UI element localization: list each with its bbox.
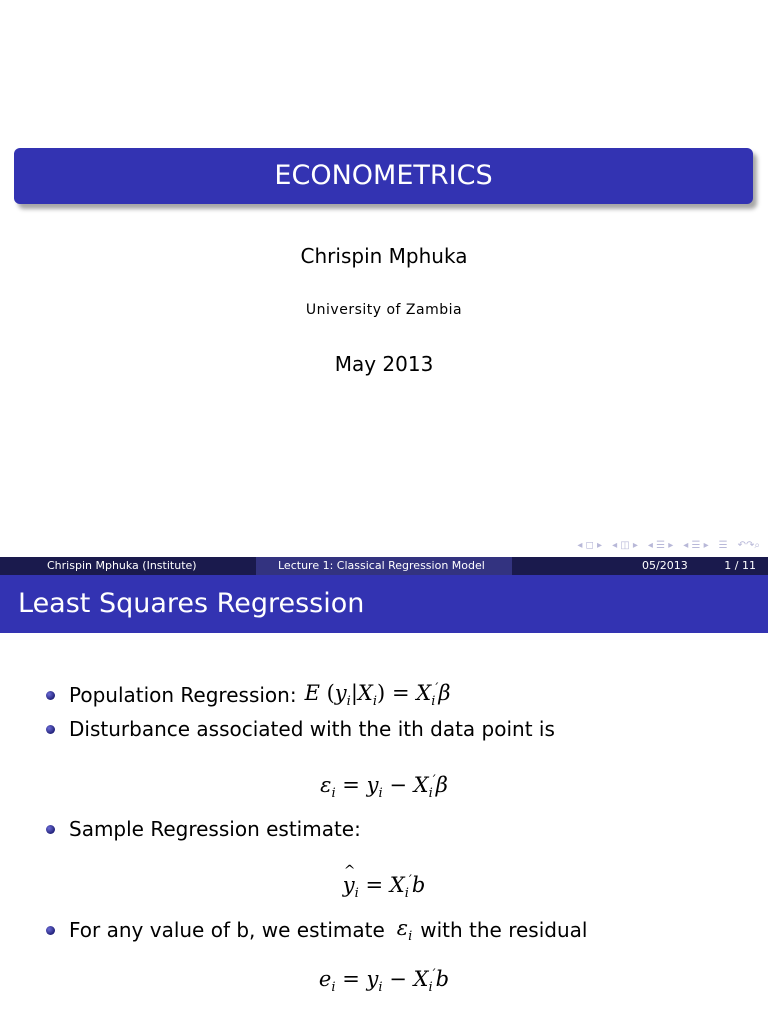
presentation-date: May 2013 (334, 352, 434, 376)
nav-frame-icon[interactable]: ◂ ◻ ▸ (577, 539, 603, 551)
footline-lecture: Lecture 1: Classical Regression Model (256, 557, 512, 575)
bullet-icon (46, 825, 55, 834)
footline (0, 557, 768, 575)
nav-search-icon[interactable]: ↶↷⌕ (737, 539, 760, 551)
nav-document-icon[interactable]: ◂ ☰ ▸ (683, 539, 709, 551)
population-regression-formula: E $(y_i|X_i) = X_i'\beta$ (304, 681, 451, 710)
nav-subsection-icon[interactable]: ◂ ◫ ▸ (612, 539, 638, 551)
bullet-text: Sample Regression estimate: (69, 817, 361, 841)
sample-regression-equation: ^ $y_i = X_i'b$ (0, 873, 768, 901)
list-item (46, 681, 450, 709)
bullet-icon (46, 926, 55, 935)
list-item (46, 817, 361, 841)
list-item (46, 916, 587, 944)
epsilon-symbol: $\varepsilon_i$ (396, 916, 413, 945)
list-item (46, 717, 555, 741)
footline-author: Chrispin Mphuka (Institute) (0, 557, 256, 575)
disturbance-equation: $\varepsilon_i = y_i - X_i'\beta$ (320, 773, 448, 802)
residual-equation: $e_i = y_i - X_i'b$ (318, 967, 450, 996)
footline-right (512, 557, 768, 575)
footline-date: 05/2013 (642, 559, 688, 572)
nav-align-icon[interactable]: ☰ (718, 539, 728, 551)
bullet-text-continued: with the residual (420, 918, 588, 943)
content-slide (0, 557, 768, 1024)
beamer-navigation (577, 538, 760, 552)
bullet-icon (46, 691, 55, 700)
nav-section-icon[interactable]: ◂ ☰ ▸ (647, 539, 674, 551)
bullet-text: Disturbance associated with the ith data point is (69, 717, 555, 741)
institute-name: University of Zambia (305, 302, 463, 318)
bullet-icon (46, 725, 55, 734)
author-name: Chrispin Mphuka (300, 244, 468, 268)
footline-page-number: 1 / 11 (724, 559, 756, 572)
bullet-text: Population Regression: (69, 683, 297, 708)
frame-title: Least Squares Regression (0, 575, 768, 633)
presentation-title: ECONOMETRICS (14, 148, 753, 204)
bullet-text: For any value of b, we estimate (69, 918, 385, 943)
